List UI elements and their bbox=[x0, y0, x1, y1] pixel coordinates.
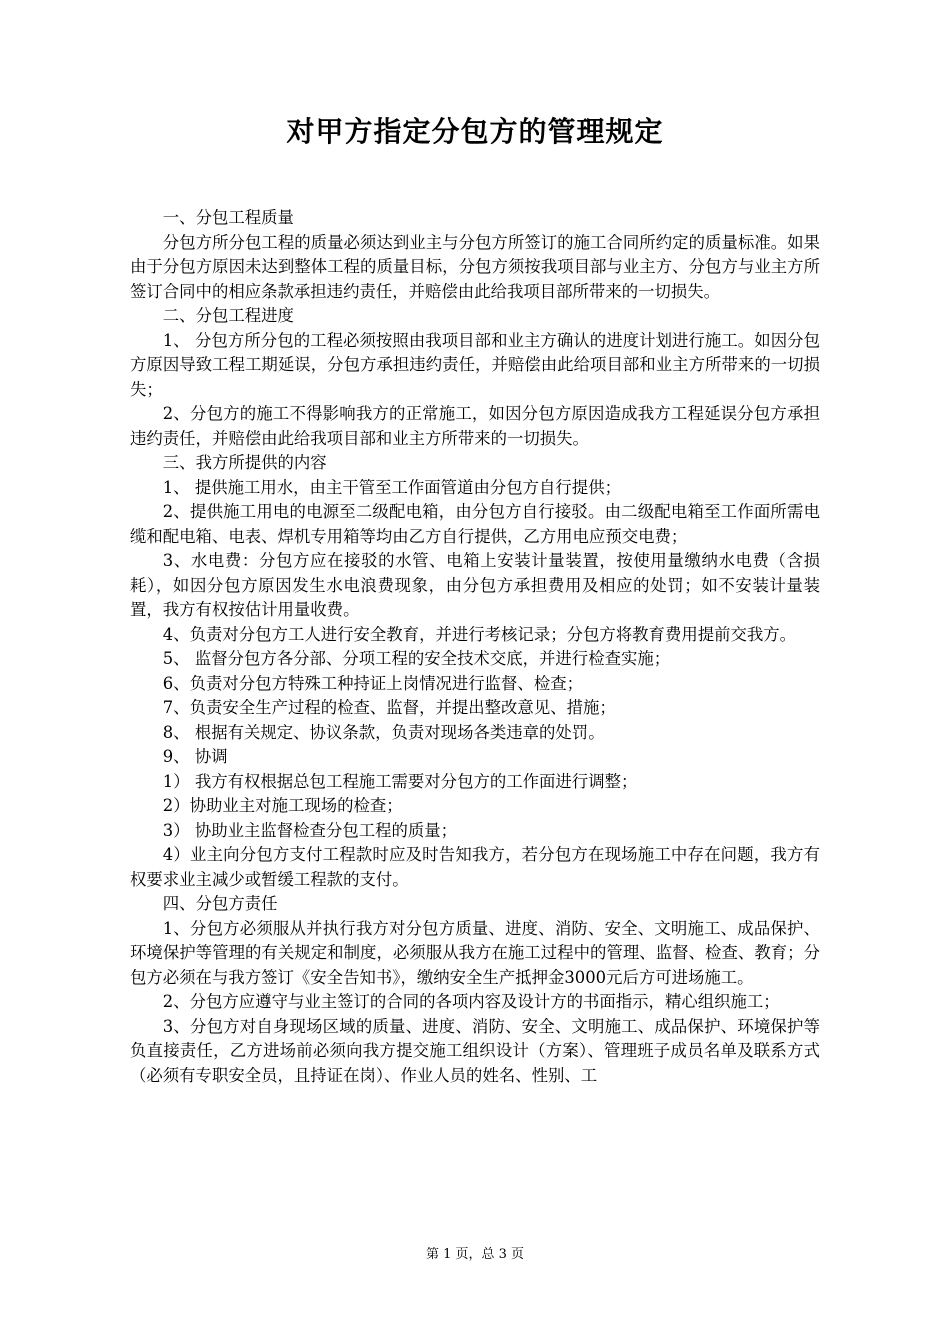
paragraph: 分包方所分包工程的质量必须达到业主与分包方所签订的施工合同所约定的质量标准。如果由于分包方原因未达到整体工程的质量目标，分包方须按我项目部与业主方、分包方与业主方所签订合同中的相应条款承担违约责任，并赔偿由此给我项目部所带来的一切损失。 bbox=[130, 232, 820, 301]
page-footer: 第 1 页，总 3 页 bbox=[425, 1247, 525, 1262]
paragraph: 1、 提供施工用水，由主干管至工作面管道由分包方自行提供； bbox=[162, 477, 621, 497]
section-heading-quality: 一、分包工程质量 bbox=[162, 208, 294, 227]
paragraph: 2）协助业主对施工现场的检查； bbox=[162, 796, 403, 815]
paragraph: 7、负责安全生产过程的检查、监督，并提出整改意见、措施； bbox=[162, 698, 616, 717]
paragraph: 9、 协调 bbox=[162, 747, 228, 766]
paragraph: 2、分包方应遵守与业主签订的合同的各项内容及设计方的书面指示，精心组织施工； bbox=[162, 992, 780, 1011]
paragraph: 8、 根据有关规定、协议条款，负责对现场各类违章的处罚。 bbox=[162, 722, 605, 742]
section-heading-responsibility: 四、分包方责任 bbox=[162, 894, 278, 913]
paragraph: 3、水电费：分包方应在接驳的水管、电箱上安装计量装置，按使用量缴纳水电费（含损耗），如因分包方原因发生水电浪费现象，由分包方承担费用及相应的处罚；如不安装计量装置，我方有权按估计用量收费。 bbox=[130, 551, 820, 619]
paragraph: 1、分包方必须服从并执行我方对分包方质量、进度、消防、安全、文明施工、成品保护、环境保护等管理的有关规定和制度，必须服从我方在施工过程中的管理、监督、检查、教育；分包方必须在与我方签订《安全告知书》，缴纳安全生产抵押金3000元后方可进场施工。 bbox=[130, 918, 820, 987]
paragraph: 4、负责对分包方工人进行安全教育，并进行考核记录；分包方将教育费用提前交我方。 bbox=[162, 624, 797, 644]
paragraph: 1） 我方有权根据总包工程施工需要对分包方的工作面进行调整； bbox=[162, 771, 638, 791]
paragraph: 2、提供施工用电的电源至二级配电箱，由分包方自行接驳。由二级配电箱至工作面所需电缆和配电箱、电表、焊机专用箱等均由乙方自行提供，乙方用电应预交电费； bbox=[130, 502, 820, 546]
section-heading-provided: 三、我方所提供的内容 bbox=[162, 453, 327, 472]
section-heading-progress: 二、分包工程进度 bbox=[162, 306, 294, 325]
paragraph: 6、负责对分包方特殊工种持证上岗情况进行监督、检查； bbox=[162, 673, 583, 693]
document-body bbox=[130, 206, 820, 1088]
paragraph: 2、分包方的施工不得影响我方的正常施工，如因分包方原因造成我方工程延误分包方承担违约责任，并赔偿由此给我项目部和业主方所带来的一切损失。 bbox=[130, 404, 820, 448]
document-title: 对甲方指定分包方的管理规定 bbox=[286, 115, 664, 148]
paragraph: 5、 监督分包方各分部、分项工程的安全技术交底，并进行检查实施； bbox=[162, 649, 671, 668]
paragraph: 3、分包方对自身现场区域的质量、进度、消防、安全、文明施工、成品保护、环境保护等负直接责任，乙方进场前必须向我方提交施工组织设计（方案）、管理班子成员名单及联系方式（必须有专职安全员，且持证在岗）、作业人员的姓名、性别、工 bbox=[130, 1016, 820, 1085]
paragraph: 4）业主向分包方支付工程款时应及时告知我方，若分包方在现场施工中存在问题，我方有权要求业主减少或暂缓工程款的支付。 bbox=[130, 845, 820, 889]
paragraph: 1、 分包方所分包的工程必须按照由我项目部和业主方确认的进度计划进行施工。如因分包方原因导致工程工期延误，分包方承担违约责任，并赔偿由此给项目部和业主方所带来的一切损失； bbox=[130, 330, 820, 399]
paragraph: 3） 协助业主监督检查分包工程的质量； bbox=[162, 820, 458, 840]
